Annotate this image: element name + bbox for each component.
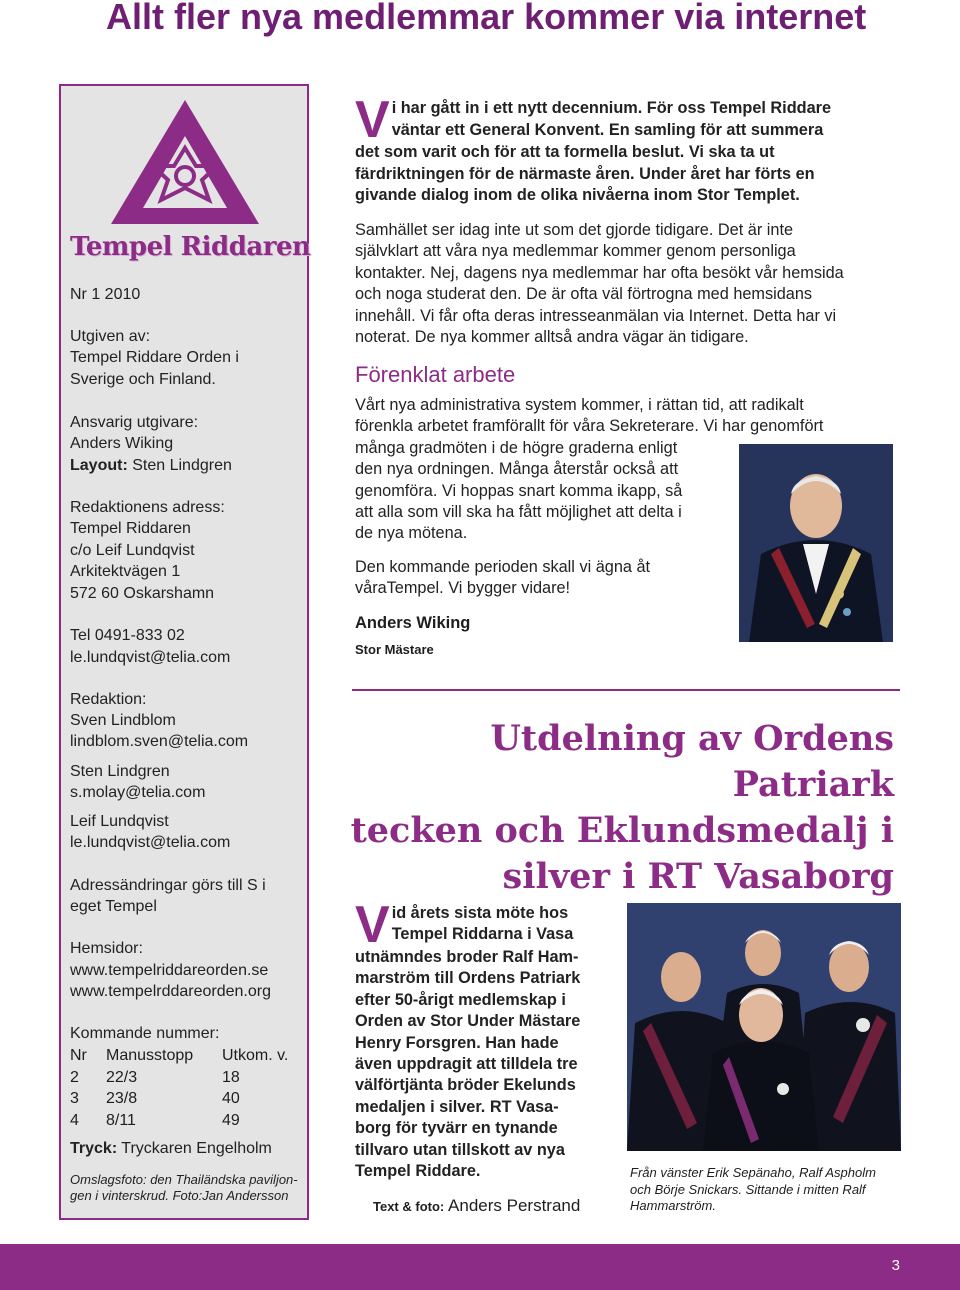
drop-cap: V: [355, 896, 390, 954]
text-line: Vårt nya administrativa system kommer, i rättan tid, att radikalt: [355, 396, 804, 414]
editor-email-link[interactable]: s.molay@telia.com: [70, 784, 206, 801]
table-header-row: [70, 1045, 288, 1067]
address-change-note: eget Tempel: [70, 898, 157, 915]
address-line: Arkitektvägen 1: [70, 563, 181, 580]
text-line: att alla som vill ska ha fått möjlighet att delta i: [355, 503, 682, 522]
email-link[interactable]: le.lundqvist@telia.com: [70, 649, 231, 666]
responsible-label: Ansvarig utgivare:: [70, 414, 199, 431]
footer-bar: [0, 1244, 960, 1290]
table-cell: 8/11: [106, 1111, 136, 1129]
text-line: genomföra. Vi hoppas snart komma ikapp, så: [355, 481, 683, 500]
phone: Tel 0491-833 02: [70, 627, 185, 644]
caption-line: Hammarström.: [630, 1198, 716, 1213]
text-line: förenkla arbetet framförallt för våra Sekreterare. Vi har genomfört: [355, 417, 824, 436]
table-cell: 3: [70, 1090, 79, 1107]
story-line: efter 50-årigt medlemskap i: [355, 990, 566, 1009]
group-photo: [627, 903, 901, 1151]
address-line: 572 60 Oskarshamn: [70, 585, 215, 602]
story-line: Orden av Stor Under Mästare: [355, 1012, 581, 1031]
section-divider: [352, 689, 900, 691]
cover-caption: gen i vinterskrud. Foto:Jan Andersson: [70, 1188, 289, 1203]
heading-line: Utdelning av Ordens Patriark: [490, 718, 894, 805]
story-line: medaljen i silver. RT Vasa-: [355, 1097, 559, 1116]
article-paragraph: [355, 557, 650, 600]
page-number: 3: [891, 1257, 900, 1274]
table-cell: 2: [70, 1068, 79, 1086]
intro-line: färdriktningen för de närmaste åren. Under året har förts en: [355, 164, 815, 183]
text-line: de nya mötena.: [355, 524, 468, 543]
story-line: Tempel Riddare.: [355, 1162, 481, 1181]
story-line: Henry Forsgren. Han hade: [355, 1033, 559, 1052]
table-row: [70, 1110, 288, 1132]
text-line: den nya ordningen. Många återstår också att: [355, 460, 679, 479]
article-intro: [355, 91, 915, 207]
table-cell: 49: [222, 1111, 240, 1129]
text-line: kontakter. Nej, dagens nya medlemmar har ofta besökt vår hemsida: [355, 263, 844, 282]
text-line: många gradmöten i de högre graderna enligt: [355, 438, 678, 457]
story-line: marström till Ordens Patriark: [355, 969, 581, 988]
heading-line: silver i RT Vasaborg: [502, 856, 894, 897]
masthead-sidebar: [59, 84, 309, 1220]
drop-cap: V: [355, 91, 390, 149]
publisher-line: Sverige och Finland.: [70, 371, 216, 388]
caption-line: och Börje Snickars. Sittande i mitten Ralf: [630, 1181, 866, 1197]
table-cell: Utkom. v.: [222, 1047, 289, 1064]
page-title: Allt fler nya medlemmar kommer via internet: [106, 0, 867, 37]
layout-label: Layout:: [70, 457, 128, 474]
editorial-label: Redaktion:: [70, 691, 147, 708]
intro-line: det som varit och för att ta formella beslut. Vi ska ta ut: [355, 143, 775, 161]
website-link[interactable]: www.tempelrddareorden.org: [70, 983, 271, 1000]
address-line: c/o Leif Lundqvist: [70, 542, 195, 559]
layout-credit: [70, 455, 232, 477]
publisher-line: Tempel Riddare Orden i: [70, 349, 239, 366]
editor-email-link[interactable]: le.lundqvist@telia.com: [70, 834, 231, 851]
credit-label: Text & foto:: [373, 1199, 445, 1214]
address-change-note: Adressändringar görs till S i: [70, 877, 266, 894]
print-value: Tryckaren Engelholm: [117, 1140, 272, 1157]
table-cell: 23/8: [106, 1090, 138, 1107]
story-line: utnämndes broder Ralf Ham-: [355, 948, 579, 966]
intro-line: i har gått in i ett nytt decennium. För oss Tempel Riddare: [391, 99, 832, 117]
publication-logo: Tempel Riddaren: [70, 232, 311, 262]
editor-name: Sten Lindgren: [70, 763, 170, 780]
section-subheading: Förenklat arbete: [355, 362, 516, 387]
table-cell: Nr: [70, 1047, 87, 1064]
print-label: Tryck:: [70, 1140, 118, 1157]
editor-email-link[interactable]: lindblom.sven@telia.com: [70, 733, 249, 750]
responsible-name: Anders Wiking: [70, 435, 174, 452]
website-link[interactable]: www.tempelriddareorden.se: [70, 962, 269, 979]
portrait-photo: [739, 444, 893, 642]
issue-number: Nr 1 2010: [70, 286, 141, 303]
order-emblem-icon: [105, 96, 265, 228]
table-row: [70, 1088, 288, 1110]
editor-name: Sven Lindblom: [70, 712, 176, 729]
article-story: [355, 896, 605, 1182]
layout-name: Sten Lindgren: [127, 457, 232, 474]
story-line: borg för tyvärr en tynande: [355, 1119, 558, 1138]
story-line: även uppdragit att tilldela tre: [355, 1055, 578, 1074]
address-label: Redaktionens adress:: [70, 499, 225, 516]
author-role: Stor Mästare: [355, 642, 434, 657]
story-line: Tempel Riddarna i Vasa: [391, 925, 574, 944]
intro-line: väntar ett General Konvent. En samling för att summera: [391, 120, 824, 139]
table-cell: 18: [222, 1068, 240, 1086]
table-row: [70, 1067, 288, 1089]
text-line: innehåll. Vi får ofta deras intresseanmälan via Internet. Detta har vi: [355, 306, 837, 325]
table-cell: 22/3: [106, 1068, 138, 1086]
cover-caption: Omslagsfoto: den Thailändska paviljon-: [70, 1172, 298, 1187]
story-line: tillvaro utan tillskott av nya: [355, 1140, 565, 1159]
text-line: Samhället ser idag inte ut som det gjorde tidigare. Det är inte: [355, 221, 794, 239]
caption-line: Från vänster Erik Sepänaho, Ralf Aspholm: [630, 1165, 876, 1180]
photo-caption: [630, 1165, 905, 1215]
heading-line: tecken och Eklundsmedalj i: [350, 810, 894, 851]
table-cell: 4: [70, 1111, 79, 1129]
text-line: Den kommande perioden skall vi ägna åt: [355, 558, 651, 576]
publisher-label: Utgiven av:: [70, 328, 151, 345]
address-line: Tempel Riddaren: [70, 520, 191, 537]
author-signature: Anders Wiking: [355, 614, 471, 632]
upcoming-label: Kommande nummer:: [70, 1025, 220, 1042]
upcoming-issues-table: [70, 1045, 288, 1131]
story-line: id årets sista möte hos: [391, 904, 569, 922]
web-label: Hemsidor:: [70, 940, 143, 957]
intro-line: givande dialog inom de olika nivåerna inom Stor Templet.: [355, 186, 800, 205]
table-cell: 40: [222, 1090, 240, 1107]
story-line: välförtjänta bröder Ekelunds: [355, 1076, 576, 1095]
editor-name: Leif Lundqvist: [70, 813, 169, 830]
article-heading: [334, 716, 894, 900]
credit-name: Anders Perstrand: [444, 1196, 581, 1215]
text-line: våraTempel. Vi bygger vidare!: [355, 579, 571, 598]
text-line: självklart att våra nya medlemmar kommer genom personliga: [355, 242, 796, 261]
article-paragraph: [355, 220, 844, 348]
text-line: och noga studerat den. De är ofta väl förtrogna med hemsidans: [355, 285, 813, 304]
printer-credit: [70, 1138, 272, 1160]
photo-credit: [373, 1196, 580, 1216]
text-line: noterat. De nya kommer alltså andra vägar än tidigare.: [355, 328, 749, 347]
table-cell: Manusstopp: [106, 1047, 194, 1064]
